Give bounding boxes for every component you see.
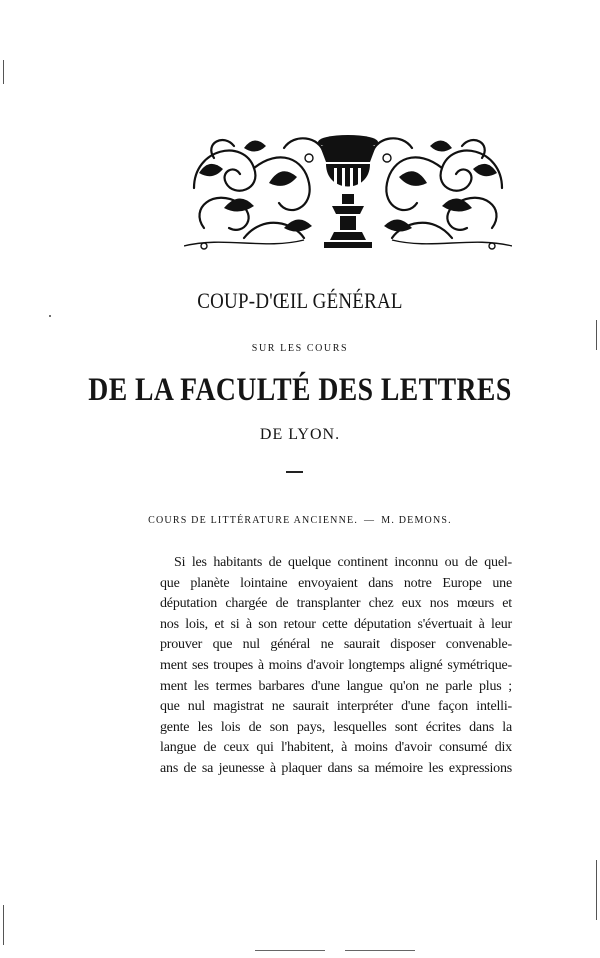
scan-speck	[49, 315, 51, 317]
main-title: COUP-D'ŒIL GÉNÉRAL	[197, 288, 403, 313]
body-line: prouver que nul général ne saurait disposer convenable-	[160, 637, 512, 653]
body-line: que planète lointaine envoyaient dans notre Europe une	[160, 575, 512, 591]
body-paragraph	[160, 553, 512, 780]
body-line: députation chargée de transplanter chez eux nos mœurs et	[160, 596, 512, 612]
title-subline: SUR LES COURS	[251, 343, 349, 354]
body-line: gente les lois de son pays, lesquelles sont écrites dans la	[160, 719, 512, 735]
body-line: ans de sa jeunesse à plaquer dans sa mémoire les expressions	[160, 760, 512, 776]
city-title: DE LYON.	[259, 426, 341, 443]
faculty-title: DE LA FACULTÉ DES LETTRES	[88, 372, 512, 408]
body-line: que nul magistrat ne saurait interpréter d'une façon intelli-	[160, 699, 512, 715]
left-margin-mark	[3, 905, 4, 945]
right-margin-mark	[596, 860, 597, 920]
body-line: langue de ceux qui l'habitent, à moins d'avoir consumé dix	[160, 740, 512, 756]
bottom-edge-rule	[345, 950, 415, 951]
separator-rule	[286, 471, 303, 473]
right-margin-mark	[596, 320, 597, 350]
section-heading	[0, 515, 600, 526]
body-line: Si les habitants de quelque continent inconnu ou de quel-	[174, 555, 512, 570]
left-margin-mark	[3, 60, 4, 84]
section-dash: —	[364, 515, 376, 526]
body-line: ment ses troupes à moins d'avoir longtemps aligné symétrique-	[160, 657, 512, 673]
bottom-edge-rule	[255, 950, 325, 951]
body-line: ment les termes barbares d'une langue qu'on ne parle plus ;	[160, 678, 512, 694]
professor-name: M. DEMONS.	[381, 515, 452, 526]
floral-vase-ornament-icon	[184, 128, 512, 250]
body-line: nos lois, et si à son retour cette députation s'évertuait à leur	[160, 616, 512, 632]
course-name: COURS DE LITTÉRATURE ANCIENNE.	[148, 515, 359, 526]
